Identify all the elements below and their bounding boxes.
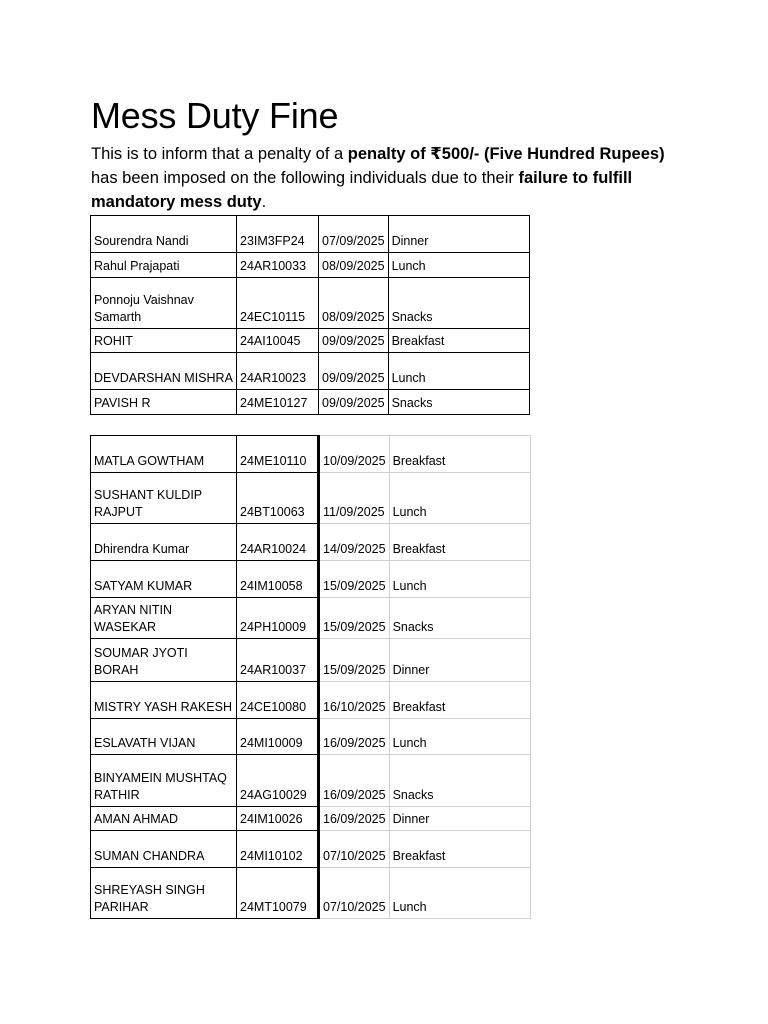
table-row — [91, 868, 531, 919]
date-cell: 08/09/2025 — [319, 278, 389, 329]
date-cell: 09/09/2025 — [319, 353, 389, 390]
person-name-cell: Sourendra Nandi — [91, 216, 237, 253]
date-cell: 07/09/2025 — [319, 216, 389, 253]
date-cell: 15/09/2025 — [319, 561, 390, 598]
person-name-cell: MATLA GOWTHAM — [91, 436, 237, 473]
roll-number-cell: 24AR10023 — [237, 353, 319, 390]
intro-text-2: has been imposed on the following individuals due to their — [91, 169, 519, 187]
meal-cell: Snacks — [389, 598, 530, 639]
meal-cell: Breakfast — [388, 329, 529, 353]
table-row — [91, 561, 531, 598]
person-name-cell: DEVDARSHAN MISHRA — [91, 353, 237, 390]
roll-number-cell: 24EC10115 — [237, 278, 319, 329]
person-name-cell: Rahul Prajapati — [91, 253, 237, 278]
table-row — [91, 329, 530, 353]
meal-cell: Breakfast — [389, 436, 530, 473]
table-row — [91, 719, 531, 755]
person-name-cell: ROHIT — [91, 329, 237, 353]
date-cell: 15/09/2025 — [319, 598, 390, 639]
date-cell: 09/09/2025 — [319, 390, 389, 415]
table-row — [91, 253, 530, 278]
page-title: Mess Duty Fine — [91, 95, 339, 136]
meal-cell: Breakfast — [389, 682, 530, 719]
person-name-cell: SOUMAR JYOTI BORAH — [91, 639, 237, 682]
person-name-cell: ESLAVATH VIJAN — [91, 719, 237, 755]
person-name-cell: BINYAMEIN MUSHTAQ RATHIR — [91, 755, 237, 807]
table-row — [91, 807, 531, 831]
person-name-cell: ARYAN NITIN WASEKAR — [91, 598, 237, 639]
table-row — [91, 682, 531, 719]
roll-number-cell: 24ME10110 — [237, 436, 319, 473]
person-name-cell: MISTRY YASH RAKESH — [91, 682, 237, 719]
date-cell: 16/09/2025 — [319, 807, 390, 831]
table-row — [91, 390, 530, 415]
date-cell: 10/09/2025 — [319, 436, 390, 473]
date-cell: 16/09/2025 — [319, 719, 390, 755]
meal-cell: Snacks — [389, 755, 530, 807]
date-cell: 07/10/2025 — [319, 831, 390, 868]
table-row — [91, 278, 530, 329]
person-name-cell: Ponnoju Vaishnav Samarth — [91, 278, 237, 329]
roll-number-cell: 24MI10009 — [237, 719, 319, 755]
person-name-cell: Dhirendra Kumar — [91, 524, 237, 561]
table-row — [91, 436, 531, 473]
intro-reason: failure to fulfill mandatory mess duty — [91, 169, 633, 211]
table-row — [91, 831, 531, 868]
table-row — [91, 216, 530, 253]
table-row — [91, 473, 531, 524]
roll-number-cell: 24BT10063 — [237, 473, 319, 524]
date-cell: 07/10/2025 — [319, 868, 390, 919]
meal-cell: Dinner — [388, 216, 529, 253]
roll-number-cell: 24AI10045 — [237, 329, 319, 353]
table-row — [91, 353, 530, 390]
meal-cell: Breakfast — [389, 524, 530, 561]
meal-cell: Dinner — [389, 807, 530, 831]
roll-number-cell: 24CE10080 — [237, 682, 319, 719]
meal-cell: Lunch — [389, 868, 530, 919]
intro-text-3: . — [261, 193, 267, 211]
intro-paragraph — [91, 142, 691, 214]
table-row — [91, 755, 531, 807]
roll-number-cell: 24IM10058 — [237, 561, 319, 598]
person-name-cell: SATYAM KUMAR — [91, 561, 237, 598]
meal-cell: Lunch — [388, 353, 529, 390]
date-cell: 09/09/2025 — [319, 329, 389, 353]
roll-number-cell: 24AR10033 — [237, 253, 319, 278]
date-cell: 08/09/2025 — [319, 253, 389, 278]
fine-table-2 — [90, 435, 531, 919]
meal-cell: Snacks — [388, 278, 529, 329]
person-name-cell: PAVISH R — [91, 390, 237, 415]
meal-cell: Lunch — [388, 253, 529, 278]
person-name-cell: AMAN AHMAD — [91, 807, 237, 831]
date-cell: 11/09/2025 — [319, 473, 390, 524]
fine-table-1 — [90, 215, 530, 415]
roll-number-cell: 24AR10024 — [237, 524, 319, 561]
person-name-cell: SUSHANT KULDIP RAJPUT — [91, 473, 237, 524]
roll-number-cell: 24MT10079 — [237, 868, 319, 919]
roll-number-cell: 23IM3FP24 — [237, 216, 319, 253]
roll-number-cell: 24AG10029 — [237, 755, 319, 807]
date-cell: 16/10/2025 — [319, 682, 390, 719]
date-cell: 14/09/2025 — [319, 524, 390, 561]
meal-cell: Lunch — [389, 473, 530, 524]
meal-cell: Breakfast — [389, 831, 530, 868]
intro-penalty-amount: penalty of ₹500/- (Five Hundred Rupees) — [347, 145, 665, 163]
table-row — [91, 524, 531, 561]
roll-number-cell: 24PH10009 — [237, 598, 319, 639]
person-name-cell: SUMAN CHANDRA — [91, 831, 237, 868]
meal-cell: Lunch — [389, 561, 530, 598]
date-cell: 16/09/2025 — [319, 755, 390, 807]
person-name-cell: SHREYASH SINGH PARIHAR — [91, 868, 237, 919]
intro-text-1: This is to inform that a penalty of a — [91, 145, 348, 163]
meal-cell: Lunch — [389, 719, 530, 755]
table-row — [91, 598, 531, 639]
roll-number-cell: 24AR10037 — [237, 639, 319, 682]
table-row — [91, 639, 531, 682]
meal-cell: Dinner — [389, 639, 530, 682]
meal-cell: Snacks — [388, 390, 529, 415]
roll-number-cell: 24IM10026 — [237, 807, 319, 831]
date-cell: 15/09/2025 — [319, 639, 390, 682]
roll-number-cell: 24ME10127 — [237, 390, 319, 415]
roll-number-cell: 24MI10102 — [237, 831, 319, 868]
